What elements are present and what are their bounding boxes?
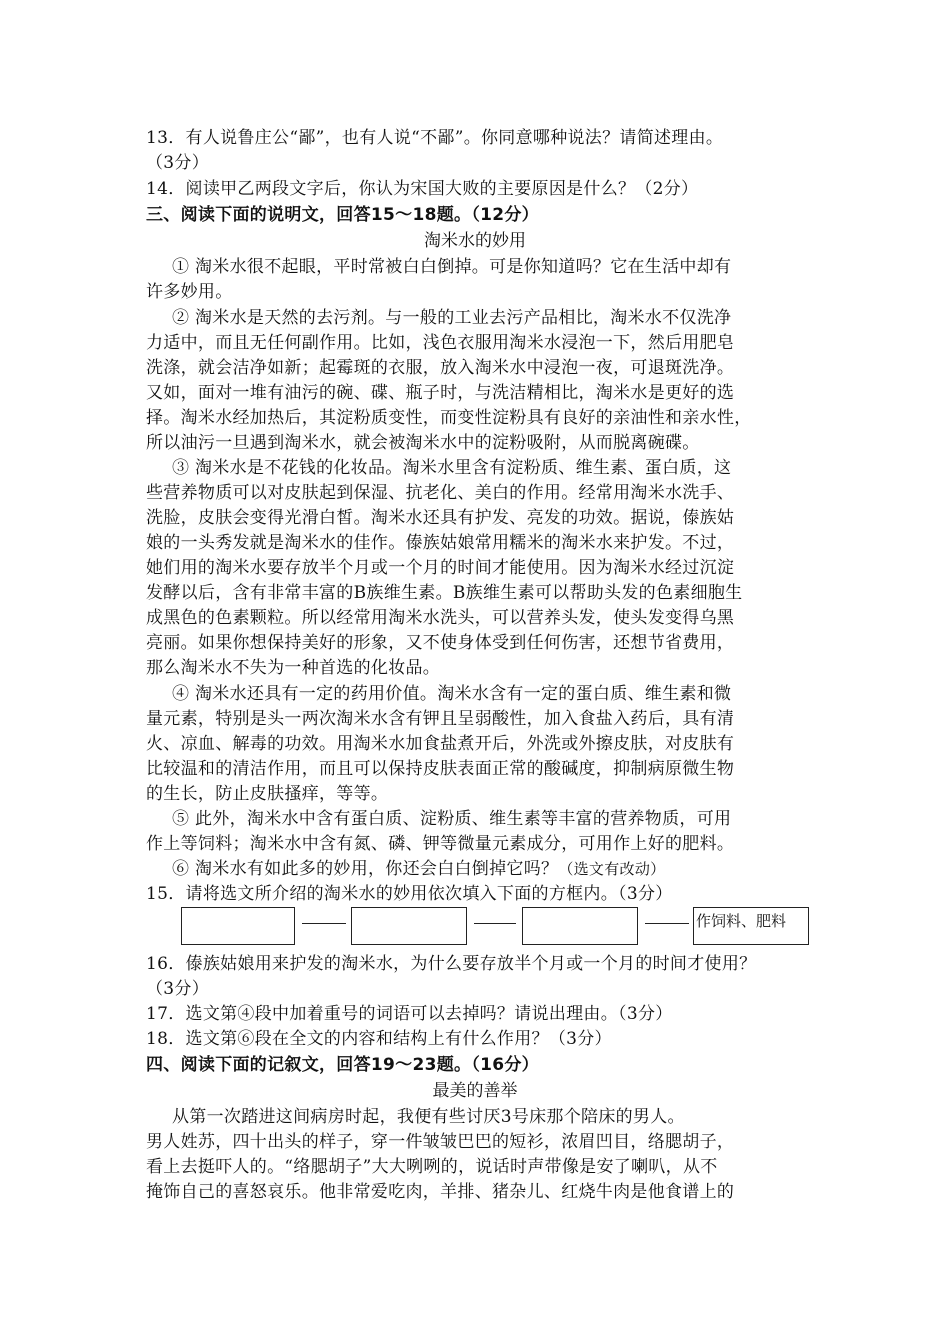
para-2-line3: 洗涤，就会洁净如新；起霉斑的衣服，放入淘米水中浸泡一夜，可退斑洗净。 xyxy=(146,358,735,378)
question-18: 18．选文第⑥段在全文的内容和结构上有什么作用？（3分） xyxy=(146,1029,612,1049)
para-6 xyxy=(172,857,665,881)
para-2-line4: 又如，面对一堆有油污的碗、碟、瓶子时，与洗洁精相比，淘米水是更好的选 xyxy=(146,383,735,403)
article-2-title: 最美的善举 xyxy=(432,1081,518,1101)
question-16-line1: 16．傣族姑娘用来护发的淘米水，为什么要存放半个月或一个月的时间才使用？ xyxy=(146,954,757,974)
question-16-line2: （3分） xyxy=(146,979,210,999)
para-3-line8: 亮丽。如果你想保持美好的形象，又不使身体受到任何伤害，还想节省费用， xyxy=(146,633,735,653)
para-2-line1: ② 淘米水是天然的去污剂。与一般的工业去污产品相比，淘米水不仅洗净 xyxy=(172,308,732,328)
source-note: （选文有改动） xyxy=(558,860,666,878)
answer-box-2[interactable] xyxy=(351,907,467,945)
para-3-line3: 洗脸，皮肤会变得光滑白皙。淘米水还具有护发、亮发的功效。据说，傣族姑 xyxy=(146,508,735,528)
answer-box-4-text: 作饲料、肥料 xyxy=(696,912,787,930)
para-4-line1: ④ 淘米水还具有一定的药用价值。淘米水含有一定的蛋白质、维生素和微 xyxy=(172,684,732,704)
para-5-line2: 作上等饲料；淘米水中含有氮、磷、钾等微量元素成分，可用作上好的肥料。 xyxy=(146,834,735,854)
para-6-text: ⑥ 淘米水有如此多的妙用，你还会白白倒掉它吗？ xyxy=(172,859,559,879)
para-3-line5: 她们用的淘米水要存放半个月或一个月的时间才能使用。因为淘米水经过沉淀 xyxy=(146,558,735,578)
para-3-line2: 些营养物质可以对皮肤起到保湿、抗老化、美白的作用。经常用淘米水洗手、 xyxy=(146,483,735,503)
story-line4: 掩饰自己的喜怒哀乐。他非常爱吃肉，羊排、猪杂儿、红烧牛肉是他食谱上的 xyxy=(146,1182,735,1202)
para-1-line1: ① 淘米水很不起眼，平时常被白白倒掉。可是你知道吗？它在生活中却有 xyxy=(172,257,732,277)
connector-line-1 xyxy=(302,923,346,924)
para-2-line2: 力适中，而且无任何副作用。比如，浅色衣服用淘米水浸泡一下，然后用肥皂 xyxy=(146,333,735,353)
para-4-line2: 量元素，特别是头一两次淘米水含有钾且呈弱酸性，加入食盐入药后，具有清 xyxy=(146,709,735,729)
para-3-line4: 娘的一头秀发就是淘米水的佳作。傣族姑娘常用糯米的淘米水来护发。不过， xyxy=(146,533,735,553)
para-3-line7: 成黑色的色素颗粒。所以经常用淘米水洗头，可以营养头发，使头发变得乌黑 xyxy=(146,608,735,628)
story-line3: 看上去挺吓人的。“络腮胡子”大大咧咧的，说话时声带像是安了喇叭，从不 xyxy=(146,1157,718,1177)
para-4-line5: 的生长，防止皮肤搔痒，等等。 xyxy=(146,784,389,804)
question-14: 14．阅读甲乙两段文字后，你认为宋国大败的主要原因是什么？（2分） xyxy=(146,179,699,199)
question-17: 17．选文第④段中加着重号的词语可以去掉吗？请说出理由。（3分） xyxy=(146,1004,673,1024)
question-15: 15．请将选文所介绍的淘米水的妙用依次填入下面的方框内。（3分） xyxy=(146,884,673,904)
story-line2: 男人姓苏，四十出头的样子，穿一件皱皱巴巴的短衫，浓眉凹目，络腮胡子， xyxy=(146,1132,735,1152)
para-1-line2: 许多妙用。 xyxy=(146,282,233,302)
para-3-line1: ③ 淘米水是不花钱的化妆品。淘米水里含有淀粉质、维生素、蛋白质，这 xyxy=(172,458,732,478)
para-2-line6: 所以油污一旦遇到淘米水，就会被淘米水中的淀粉吸附，从而脱离碗碟。 xyxy=(146,433,700,453)
story-line1: 从第一次踏进这间病房时起，我便有些讨厌3号床那个陪床的男人。 xyxy=(172,1107,685,1127)
para-5-line1: ⑤ 此外，淘米水中含有蛋白质、淀粉质、维生素等丰富的营养物质，可用 xyxy=(172,809,732,829)
connector-line-2 xyxy=(474,923,516,924)
article-1-title: 淘米水的妙用 xyxy=(424,231,526,251)
para-3-line6: 发酵以后，含有非常丰富的B族维生素。B族维生素可以帮助头发的色素细胞生 xyxy=(146,583,743,603)
para-2-line5: 择。淘米水经加热后，其淀粉质变性，而变性淀粉具有良好的亲油性和亲水性， xyxy=(146,408,752,428)
para-4-line3: 火、凉血、解毒的功效。用淘米水加食盐煮开后，外洗或外擦皮肤，对皮肤有 xyxy=(146,734,735,754)
para-4-line4: 比较温和的清洁作用，而且可以保持皮肤表面正常的酸碱度，抑制病原微生物 xyxy=(146,759,735,779)
connector-line-3 xyxy=(645,923,689,924)
section-3-heading: 三、阅读下面的说明文，回答15～18题。（12分） xyxy=(146,205,539,225)
answer-box-3[interactable] xyxy=(522,907,638,945)
para-3-line9: 那么淘米水不失为一种首选的化妆品。 xyxy=(146,658,441,678)
answer-box-1[interactable] xyxy=(181,907,295,945)
question-13-line1: 13．有人说鲁庄公“鄙”，也有人说“不鄙”。你同意哪种说法？请简述理由。 xyxy=(146,128,724,148)
answer-box-4 xyxy=(693,907,809,945)
section-4-heading: 四、阅读下面的记叙文，回答19～23题。（16分） xyxy=(146,1055,539,1075)
question-13-line2: （3分） xyxy=(146,153,210,173)
